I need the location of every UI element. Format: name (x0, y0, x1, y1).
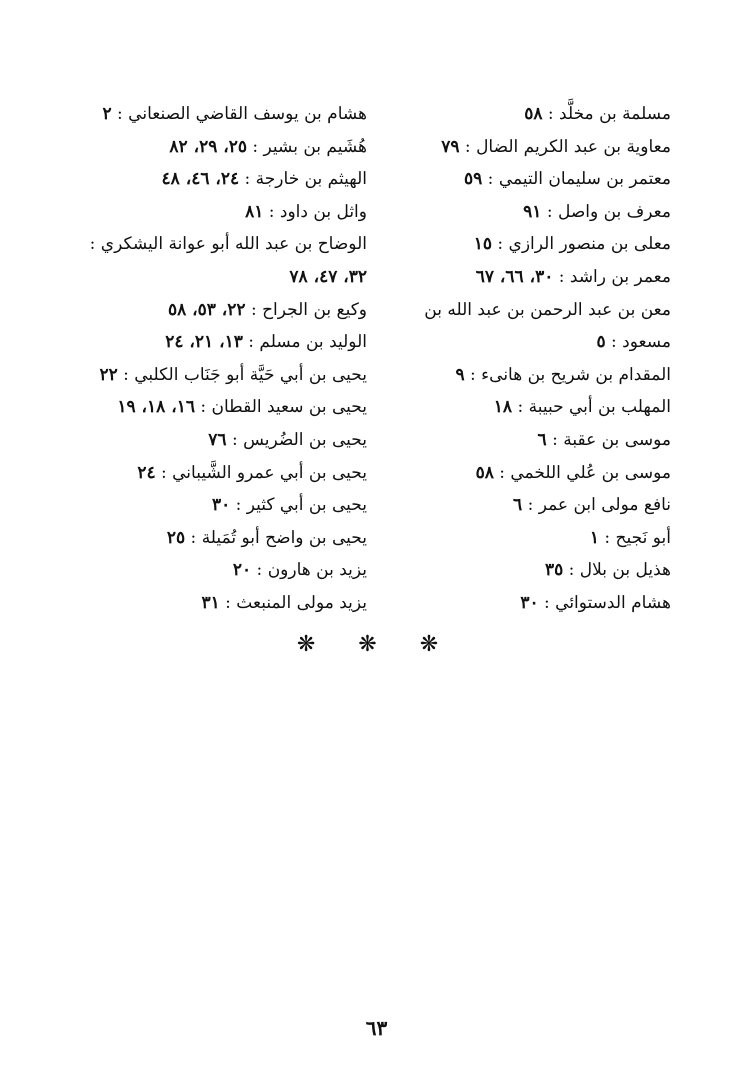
index-entry: معمر بن راشد : ٣٠، ٦٦، ٦٧ (475, 266, 671, 287)
index-entry: المقدام بن شريح بن هانىء : ٩ (455, 364, 671, 385)
index-column-right (381, 98, 671, 620)
index-entry: يحيى بن سعيد القطان : ١٦، ١٨، ١٩ (117, 397, 367, 418)
index-entry: الوضاح بن عبد الله أبو عوانة اليشكري : ٣٢، ٤٧، ٧٨ (89, 234, 367, 287)
index-entry: الوليد بن مسلم : ١٣، ٢١، ٢٤ (165, 332, 367, 353)
index-entry: وكيع بن الجراح : ٢٢، ٥٣، ٥٨ (167, 299, 367, 320)
index-entry: معن بن عبد الرحمن بن عبد الله بن مسعود : ٥ (424, 299, 671, 353)
index-entry: واثل بن داود : ٨١ (245, 201, 367, 222)
index-entry: أبو نَجيح : ١ (589, 527, 671, 548)
section-ornament: ❋ ❋ ❋ (296, 632, 457, 657)
index-entry: مسلمة بن مخلَّد : ٥٨ (524, 104, 671, 124)
index-entry: نافع مولى ابن عمر : ٦ (513, 495, 671, 516)
index-entry: معتمر بن سليمان التيمي : ٥٩ (464, 169, 671, 190)
index-entry: يحيى بن أبي حَيَّة أبو جَنَاب الكلبي : ٢٢ (99, 364, 367, 385)
index-entry: هشام الدستوائي : ٣٠ (520, 592, 671, 613)
page-number: ٦٣ (365, 1016, 388, 1040)
index-column-left (85, 98, 367, 620)
index-entry: يزيد مولى المنبعث : ٣١ (201, 592, 367, 613)
index-entry: معاوية بن عبد الكريم الضال : ٧٩ (441, 136, 671, 157)
index-entry: يحيى بن أبي عمرو الشَّيباني : ٢٤ (137, 462, 367, 483)
index-entry: الهيثم بن خارجة : ٢٤، ٤٦، ٤٨ (161, 169, 367, 190)
index-entry: هذيل بن بلال : ٣٥ (544, 560, 671, 581)
index-entry: يحيى بن واضح أبو تُمَيلة : ٢٥ (166, 527, 367, 548)
index-entry: معلى بن منصور الرازي : ١٥ (473, 234, 671, 255)
index-entry: هشام بن يوسف القاضي الصنعاني : ٢ (102, 104, 367, 124)
index-entry: المهلب بن أبي حبيبة : ١٨ (493, 397, 671, 418)
index-entry: يزيد بن هارون : ٢٠ (232, 560, 367, 581)
index-entry: يحيى بن أبي كثير : ٣٠ (211, 495, 367, 516)
index-entry: معرف بن واصل : ٩١ (523, 201, 671, 222)
index-entry: يحيى بن الضُريس : ٧٦ (208, 429, 367, 450)
index-entry: موسى بن عُلي اللخمي : ٥٨ (475, 462, 671, 483)
index-entry: موسى بن عقبة : ٦ (537, 429, 671, 450)
index-entry: هُشَيم بن بشير : ٢٥، ٢٩، ٨٢ (169, 136, 367, 157)
